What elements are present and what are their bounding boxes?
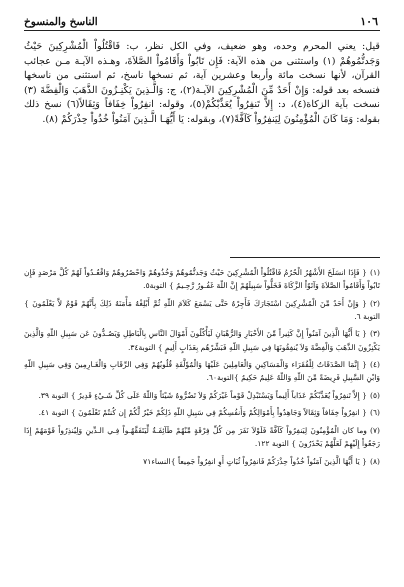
footnote-number: (٦): [369, 408, 380, 418]
footnote-text: { إِلاَّ تَنفِرُواْ يُعَذِّبْكُمْ عَذَاباً أَلِيماً وَيَسْتَبْدِلْ قَوْماً غَيْرَكُمْ وَلاَ تَضُرُّوهُ شَيْئاً وَاللّهُ عَلَى كُلِّ شَـيْءٍ قَدِيرٌ } التوبة ٣٩.: [38, 390, 367, 400]
body-paragraph: قيل: يعني المحرم وحده، وهو ضعيف، وفي الكل نظر، ب: فَاقْتُلُواْ الْمُشْرِكِينَ حَيْثُ وَجَدتُّمُوهُمْ (١) واستثنى من هذه الآية: فَإِن تَابُواْ وَأَقَامُواْ الصَّلاَةَ، وهـذه الآيـة مـن عجائب القرآن، لأنها نسخت مائة وأربعا وعشرين آية، ثم نسخها ناسخ، ثم استثنى من ناسخها فنسخه بعد قوله: وَإِنْ أَحَدٌ مِّنَ الْمُشْرِكِينَ الآيـة(٢)، ج: وَالَّـذِينَ يَكْنِـزُونَ الذَّهَبَ وَالْفِضَّةَ (٣) نسخت بآية الزكاة(٤)، د: إِلاَّ تَنفِرُواْ يُعَذِّبْكُمْ(٥)، وقوله: انفِرُواْ خِفَافاً وَثِقَالاً(٦) نسخ ذلك بقوله: وَمَا كَانَ الْمُؤْمِنُونَ لِيَنفِرُواْ كَآفَّةً(٧)، وبقوله: يَا أَيُّهَـا الَّـذِينَ آمَنُواْ خُذُواْ حِذْرَكُمْ (٨).: [24, 41, 380, 125]
footnote-number: (١): [369, 268, 380, 277]
footnotes: [24, 266, 380, 472]
footnote-text: { فَإِذَا انسَلَخَ الأَشْهُرُ الْحُرُمُ فَاقْتُلُواْ الْمُشْرِكِينَ حَيْثُ وَجَدتُّمُوهُمْ وَخُذُوهُمْ وَاحْصُرُوهُمْ وَاقْعُـدُواْ لَهُمْ كُلَّ مَرْصَدٍ فَإِن تَابُواْ وَأَقَامُواْ الصَّلاَةَ وَآتَوُاْ الزَّكَاةَ فَخَلُّواْ سَبِيلَهُمْ إِنَّ اللّهَ غَفُـورٌ رَّحِـيمٌ } التوبة٥.: [24, 268, 380, 291]
footnote-number: (٧): [369, 425, 380, 435]
footnote-text: { وَإِنْ أَحَدٌ مِّنَ الْمُشْرِكِينَ اسْتَجَارَكَ فَأَجِرْهُ حَتَّى يَسْمَعَ كَلاَمَ اللّهِ ثُمَّ أَبْلِغْهُ مَأْمَنَهُ ذَلِكَ بِأَنَّهُمْ قَوْمٌ لاَّ يَعْلَمُونَ } التوبة ٦.: [24, 298, 380, 321]
footnote-text: { إِنَّمَا الصَّدَقَاتُ لِلْفُقَرَاء وَالْمَسَاكِينِ وَالْعَامِلِينَ عَلَيْهَا وَالْمُؤَلَّفَةِ قُلُوبُهُمْ وَفِي الرِّقَابِ وَالْغَـارِمِينَ وَفِي سَبِيلِ اللّهِ وَابْنِ السَّبِيلِ فَرِيضَةً مِّنَ اللّهِ وَاللّهُ عَلِيمٌ حَكِيمٌ }التوبة٦٠.: [24, 360, 380, 383]
running-title: الناسخ والمنسوخ: [24, 16, 98, 28]
footnote: [24, 389, 380, 402]
page-header: [24, 14, 380, 30]
footnote: [24, 406, 380, 419]
footnote-text: { يَا أَيُّهَا الَّذِينَ آمَنُواْ إِنَّ كَثِيراً مِّنَ الأَحْبَارِ وَالرُّهْبَانِ لَيَأْكُلُونَ أَمْوَالَ النَّاسِ بِالْبَاطِلِ وَيَصُـدُّونَ عَن سَبِيلِ اللّهِ وَالَّذِينَ يَكْنِزُونَ الذَّهَبَ وَالْفِضَّةَ وَلاَ يُنفِقُونَهَا فِي سَبِيلِ اللّهِ فَبَشِّرْهُم بِعَذَابٍ أَلِيمٍ } التوبة٣٤.: [24, 329, 380, 352]
footnote: [24, 455, 380, 468]
header-rule: [24, 30, 380, 31]
footnote: [24, 266, 380, 292]
footnote-separator: [230, 257, 380, 258]
footnote-text: وما كان الْمُؤْمِنُونَ لِيَنفِرُواْ كَآفَّةً فَلَوْلاَ نَفَرَ مِن كُلِّ فِرْقَةٍ مِّنْهُمْ طَآئِفَـةٌ لِّيَتَفَقَّهُـواْ فِـي الـدِّينِ وَلِيُنذِرُواْ قَوْمَهُمْ إِذَا رَجَعُواْ إِلَيْهِمْ لَعَلَّهُمْ يَحْذَرُونَ } التوبة ١٢٢.: [24, 425, 380, 449]
main-text: [24, 40, 380, 128]
footnote-number: (٥): [369, 390, 380, 400]
footnote-text: { انفِرُواْ خِفَافاً وَثِقَالاً وَجَاهِدُواْ بِأَمْوَالِكُمْ وَأَنفُسِكُمْ فِي سَبِيلِ اللّهِ ذَلِكُمْ خَيْرٌ لَّكُمْ إِن كُنتُمْ تَعْلَمُونَ } التوبة ٤١.: [38, 408, 367, 418]
footnote-number: (٨): [369, 456, 380, 466]
footnote: [24, 358, 380, 384]
footnote-text: { يَا أَيُّهَا الَّذِينَ آمَنُواْ خُذُواْ حِذْرَكُمْ فَانفِرُواْ ثُبَاتٍ أَوِ انفِرُواْ جَمِيعاً }النساء٧١: [143, 456, 367, 466]
footnote-number: (٣): [369, 329, 380, 339]
footnote-number: (٤): [369, 360, 380, 370]
page-number: ١٠٦: [360, 15, 378, 28]
footnote-number: (٢): [369, 298, 380, 308]
footnote: [24, 424, 380, 450]
footnote: [24, 297, 380, 323]
footnote: [24, 327, 380, 353]
